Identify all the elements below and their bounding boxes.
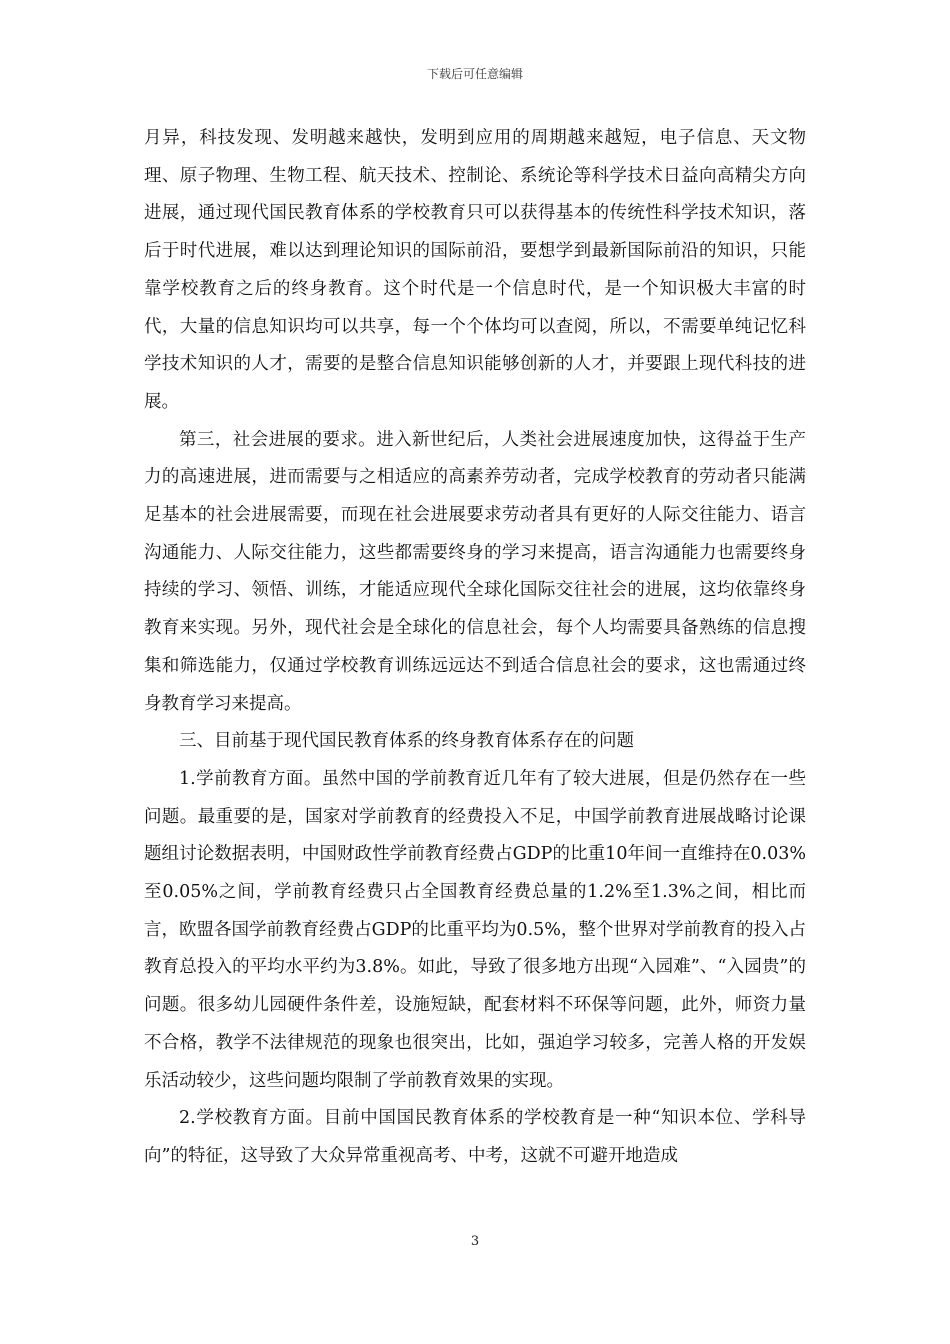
paragraph-continuation: 月异，科技发现、发明越来越快，发明到应用的周期越来越短，电子信息、天文物理、原子物理、生物工程、航天技术、控制论、系统论等科学技术日益向高精尖方向进展，通过现代国民教育体系的学校教育只可以获得基本的传统性科学技术知识，落后于时代进展，难以达到理论知识的国际前沿，要想学到最新国际前沿的知识，只能靠学校教育之后的终身教育。这个时代是一个信息时代，是一个知识极大丰富的时代，大量的信息知识均可以共享，每一个个体均可以查阅，所以，不需要单纯记忆科学技术知识的人才，需要的是整合信息知识能够创新的人才，并要跟上现代科技的进展。 (144, 128, 806, 412)
paragraph-preschool-education: 1.学前教育方面。虽然中国的学前教育近几年有了较大进展，但是仍然存在一些问题。最重要的是，国家对学前教育的经费投入不足，中国学前教育进展战略讨论课题组讨论数据表明，中国财政性学前教育经费占GDP的比重10年间一直维持在0.03%至0.05%之间，学前教育经费只占全国教育经费总量的1.2%至1.3%之间，相比而言，欧盟各国学前教育经费占GDP的比重平均为0.5%，整个世界对学前教育的投入占教育总投入的平均水平约为3.8%。如此，导致了很多地方出现“入园难”、“入园贵”的问题。很多幼儿园硬件条件差，设施短缺，配套材料不环保等问题，此外，师资力量不合格，教学不法律规范的现象也很突出，比如，强迫学习较多，完善人格的开发娱乐活动较少，这些问题均限制了学前教育效果的实现。 (144, 768, 806, 1091)
document-body (144, 120, 806, 1176)
paragraph-social-development: 第三，社会进展的要求。进入新世纪后，人类社会进展速度加快，这得益于生产力的高速进展，进而需要与之相适应的高素养劳动者，完成学校教育的劳动者只能满足基本的社会进展需要，而现在社会进展要求劳动者具有更好的人际交往能力、语言沟通能力、人际交往能力，这些都需要终身的学习来提高，语言沟通能力也需要终身持续的学习、领悟、训练，才能适应现代全球化国际交往社会的进展，这均依靠终身教育来实现。另外，现代社会是全球化的信息社会，每个人均需要具备熟练的信息搜集和筛选能力，仅通过学校教育训练远远达不到适合信息社会的要求，这也需通过终身教育学习来提高。 (144, 429, 806, 714)
paragraph-school-education: 2.学校教育方面。目前中国国民教育体系的学校教育是一种“知识本位、学科导向”的特征，这导致了大众异常重视高考、中考，这就不可避开地造成 (144, 1108, 806, 1166)
page-number: 3 (470, 1234, 480, 1249)
page-header: 下载后可任意编辑 (426, 67, 523, 81)
section-heading: 三、目前基于现代国民教育体系的终身教育体系存在的问题 (179, 731, 634, 752)
